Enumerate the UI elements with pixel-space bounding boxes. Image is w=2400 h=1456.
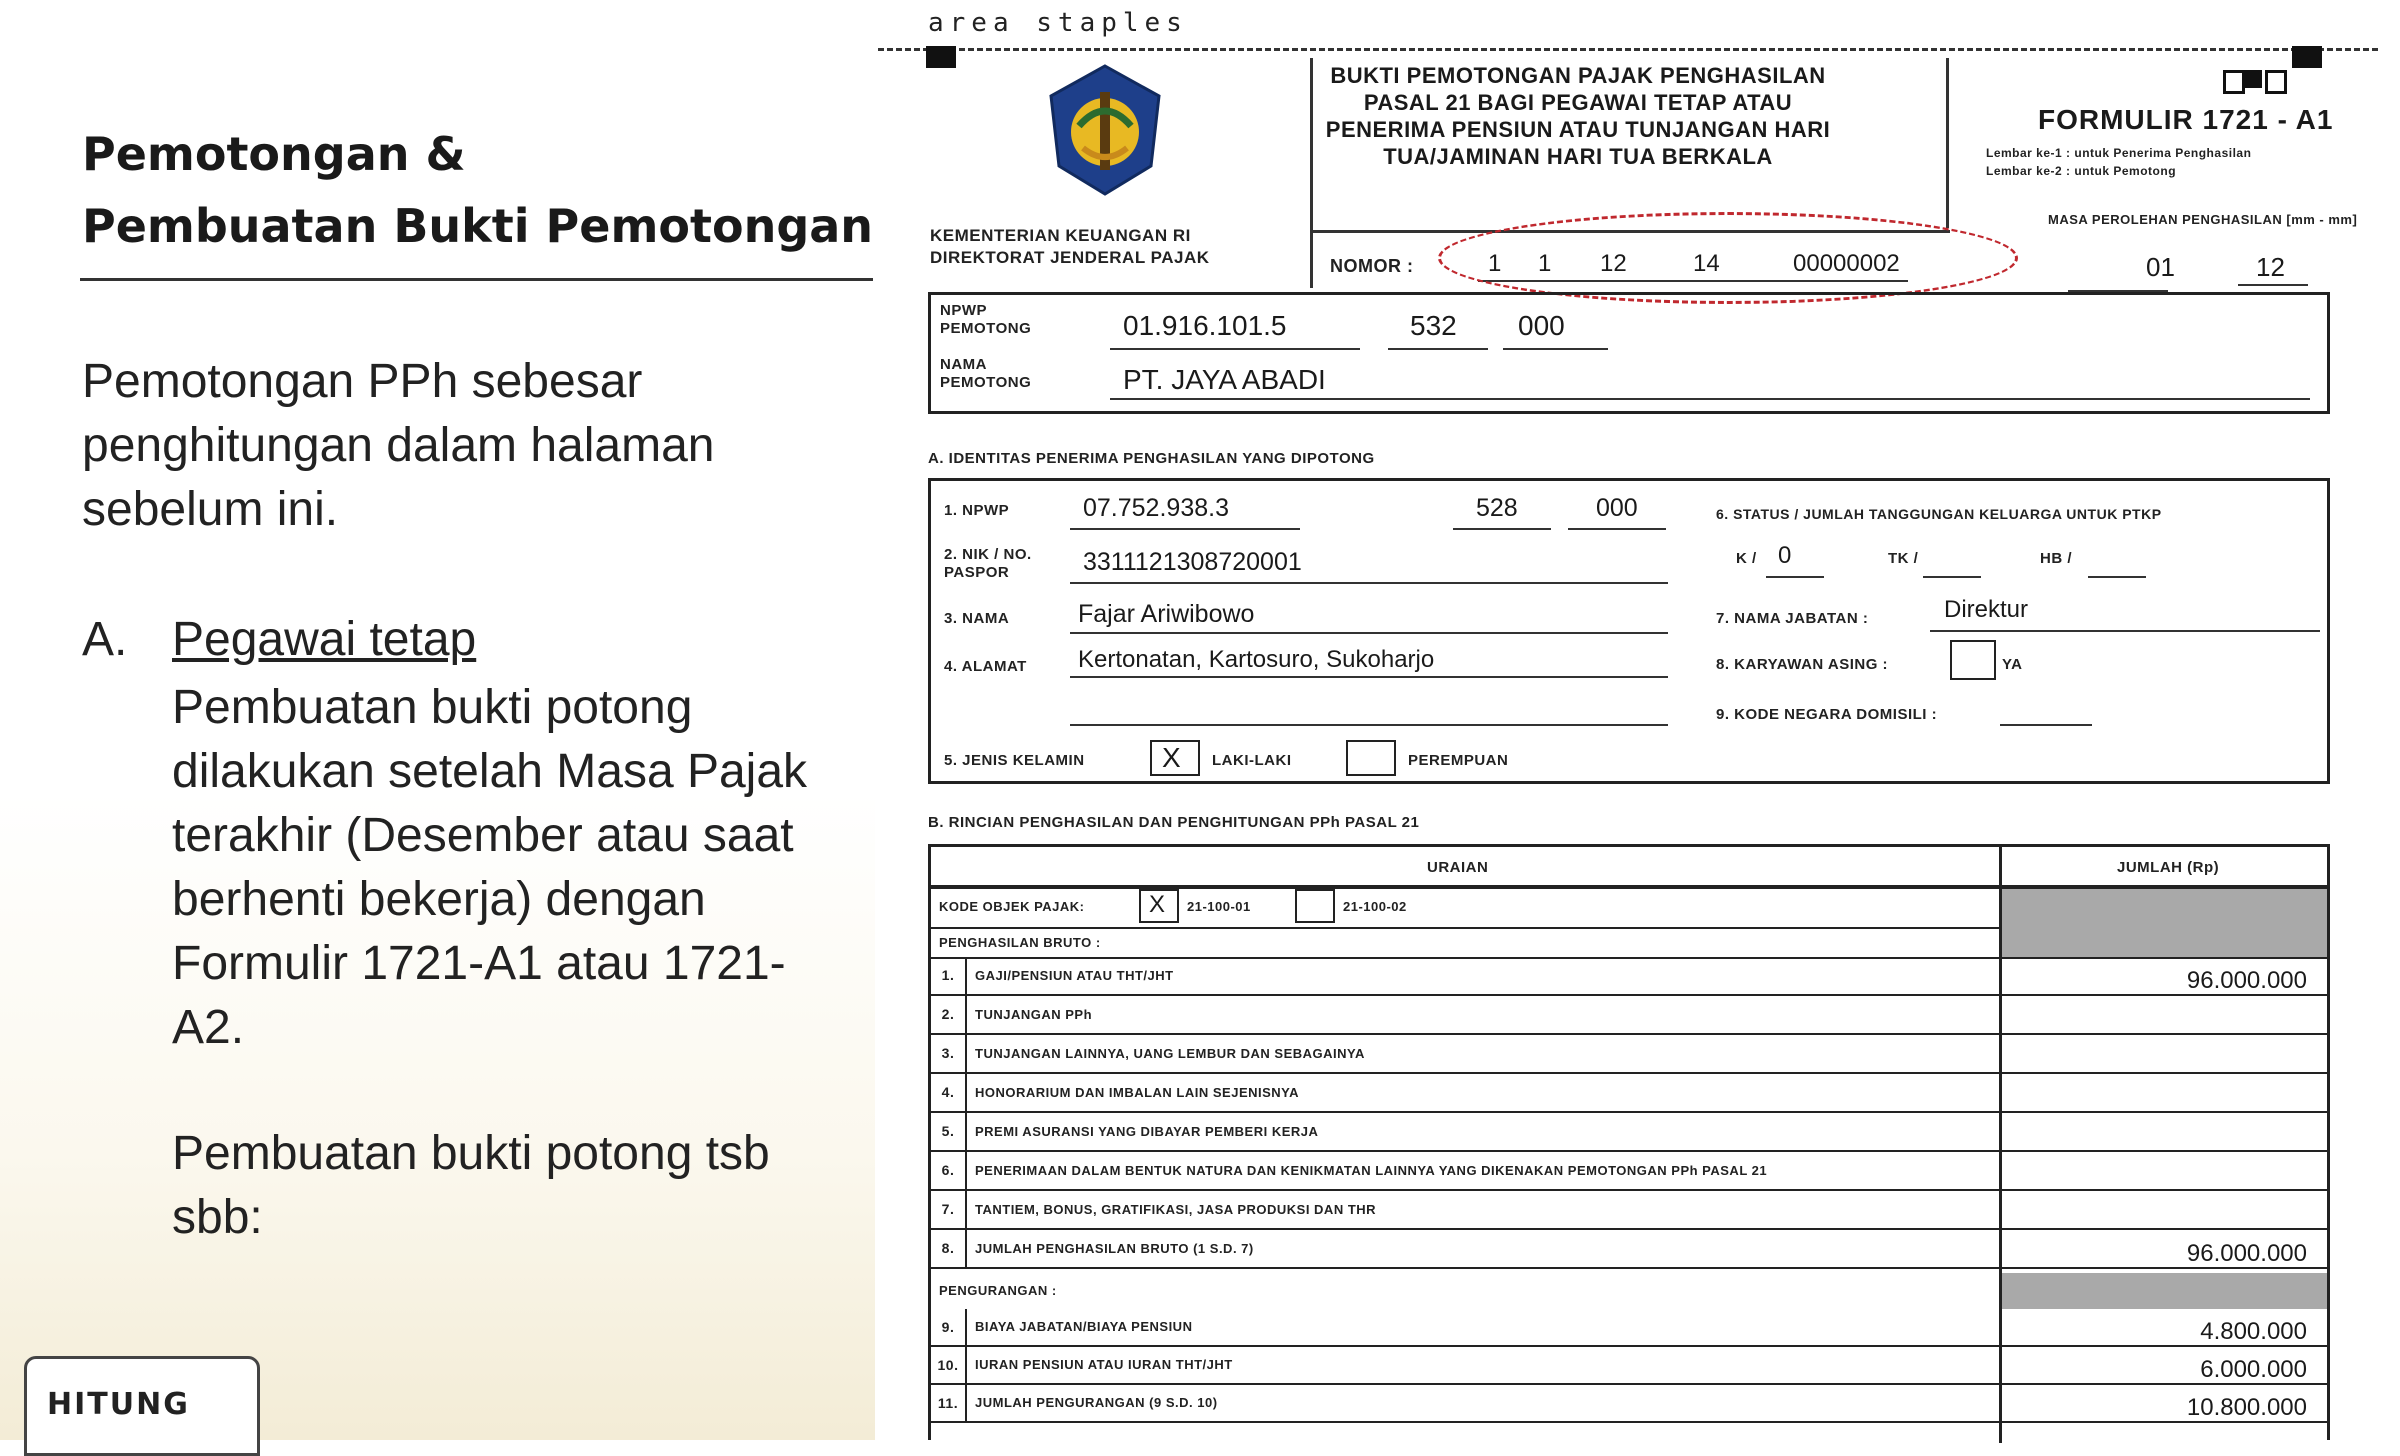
- row-description: TANTIEM, BONUS, GRATIFIKASI, JASA PRODUKSI DAN THR: [975, 1202, 1377, 1217]
- section-a-letter: A.: [82, 613, 128, 666]
- nama-pemotong-label: NAMA PEMOTONG: [940, 356, 1032, 391]
- nomor-part-2: 1: [1538, 250, 1552, 277]
- bruto-header: PENGHASILAN BRUTO :: [939, 935, 1101, 950]
- recipient-nama: Fajar Ariwibowo: [1078, 600, 1255, 628]
- table-row: [931, 957, 2327, 996]
- row-description: JUMLAH PENGURANGAN (9 S.D. 10): [975, 1395, 1218, 1410]
- table-row: [931, 1074, 2327, 1113]
- masa-from: 01: [2146, 252, 2175, 282]
- row-rule: [931, 927, 1999, 929]
- recipient-npwp-underline-3: [1568, 528, 1666, 530]
- section-a-body: Pembuatan bukti potong dilakukan setelah Masa Pajak terakhir (Desember atau saat berhenti bekerja) dengan Formulir 1721-A1 atau 1721-A2.: [172, 681, 808, 1054]
- row-description: HONORARIUM DAN IMBALAN LAIN SEJENISNYA: [975, 1085, 1300, 1100]
- barcode-box: [2265, 70, 2287, 94]
- row-description: PENERIMAAN DALAM BENTUK NATURA DAN KENIKMATAN LAINNYA YANG DIKENAKAN PEMOTONGAN PPh PASAL 21: [975, 1163, 1768, 1178]
- row-description: BIAYA JABATAN/BIAYA PENSIUN: [975, 1319, 1193, 1334]
- slide-title-line-2: Pembuatan Bukti Pemotongan: [82, 199, 874, 253]
- col-jumlah-header: JUMLAH (Rp): [2117, 859, 2220, 876]
- jenis-kelamin-label: 5. JENIS KELAMIN: [944, 752, 1085, 769]
- status-hb-underline: [2088, 576, 2146, 578]
- directorate-name: DIREKTORAT JENDERAL PAJAK: [930, 248, 1210, 267]
- ministry-name: KEMENTERIAN KEUANGAN RI: [930, 226, 1191, 245]
- status-tk-underline: [1923, 576, 1981, 578]
- row-description: TUNJANGAN LAINNYA, UANG LEMBUR DAN SEBAGAINYA: [975, 1046, 1365, 1061]
- nama-pemotong: PT. JAYA ABADI: [1123, 364, 1326, 395]
- masa-to: 12: [2256, 252, 2285, 282]
- npwp-pemotong-2: 532: [1410, 310, 1457, 341]
- section-a-heading: Pegawai tetap: [172, 613, 477, 666]
- row-amount: 10.800.000: [2186, 1394, 2307, 1421]
- slide-title-line-1: Pemotongan &: [82, 127, 466, 181]
- status-tk-label: TK /: [1888, 550, 1919, 567]
- section-a-note: Pembuatan bukti potong tsb sbb:: [172, 1127, 770, 1244]
- npwp-pemotong-label: NPWP PEMOTONG: [940, 302, 1032, 337]
- formulir-code: FORMULIR 1721 - A1: [2038, 104, 2334, 135]
- row-number: 11.: [931, 1385, 967, 1421]
- slide-title: [82, 118, 874, 262]
- nomor-part-5: 00000002: [1793, 250, 1900, 277]
- status-ptkp-label: 6. STATUS / JUMLAH TANGGUNGAN KELUARGA UNTUK PTKP: [1716, 506, 2162, 522]
- recipient-npwp-2: 528: [1476, 494, 1518, 522]
- row-number: 4.: [931, 1074, 967, 1111]
- corner-mark: [2292, 46, 2322, 68]
- row-amount: 96.000.000: [2186, 1240, 2307, 1267]
- section-b-header: B. RINCIAN PENGHASILAN DAN PENGHITUNGAN PPh PASAL 21: [928, 814, 1420, 831]
- status-hb-label: HB /: [2040, 550, 2072, 567]
- barcode-box: [2242, 70, 2262, 88]
- nomor-part-3: 12: [1600, 250, 1627, 277]
- masa-label: MASA PEROLEHAN PENGHASILAN [mm - mm]: [2048, 212, 2358, 227]
- jk-female-checkbox[interactable]: [1346, 740, 1396, 776]
- status-k-underline: [1766, 576, 1824, 578]
- section-a-header: A. IDENTITAS PENERIMA PENGHASILAN YANG DIPOTONG: [928, 450, 1375, 467]
- kode-negara-underline: [2000, 724, 2092, 726]
- kode-negara-label: 9. KODE NEGARA DOMISILI :: [1716, 706, 1938, 723]
- row-number: 1.: [931, 957, 967, 994]
- row-amount: 4.800.000: [2200, 1318, 2307, 1345]
- nomor-part-1: 1: [1488, 250, 1502, 277]
- karyawan-asing-checkbox[interactable]: [1950, 640, 1996, 680]
- corner-mark: [926, 46, 956, 68]
- jk-female-label: PEREMPUAN: [1408, 752, 1509, 769]
- row-number: 6.: [931, 1152, 967, 1189]
- table-row: [931, 1309, 2327, 1347]
- shaded-cell: [2002, 889, 2327, 957]
- row-number: 9.: [931, 1309, 967, 1345]
- table-row: [931, 1191, 2327, 1230]
- income-table: [928, 844, 2330, 1440]
- recipient-alamat-label: 4. ALAMAT: [944, 658, 1027, 675]
- formulir-sheet-2: Lembar ke-2 : untuk Pemotong: [1986, 164, 2177, 178]
- form-1721-a1: [878, 0, 2400, 1440]
- table-row: [931, 1152, 2327, 1191]
- row-number: 3.: [931, 1035, 967, 1072]
- recipient-nama-label: 3. NAMA: [944, 610, 1010, 627]
- nama-pemotong-underline: [1110, 398, 2310, 400]
- form-title: BUKTI PEMOTONGAN PAJAK PENGHASILAN PASAL 21 BAGI PEGAWAI TETAP ATAU PENERIMA PENSIUN ATAU TUNJANGAN HARI TUA/JAMINAN HARI TUA BERKALA: [1325, 63, 1831, 169]
- table-row: [931, 1385, 2327, 1423]
- npwp-pemotong-underline-2: [1388, 348, 1488, 350]
- status-k-label: K /: [1736, 550, 1757, 567]
- recipient-alamat-underline-2: [1070, 724, 1668, 726]
- karyawan-asing-yes: YA: [2002, 656, 2023, 673]
- recipient-npwp-label: 1. NPWP: [944, 502, 1010, 519]
- jabatan-underline: [1930, 630, 2320, 632]
- recipient-npwp-underline-2: [1453, 528, 1551, 530]
- staples-area-label: area staples: [928, 8, 1188, 38]
- jabatan-label: 7. NAMA JABATAN :: [1716, 610, 1869, 627]
- hitung-button[interactable]: HITUNG: [24, 1356, 260, 1456]
- kode-objek-label: KODE OBJEK PAJAK:: [939, 899, 1085, 914]
- kode-2-checkbox[interactable]: [1295, 889, 1335, 923]
- kode-2-label: 21-100-02: [1343, 899, 1407, 914]
- recipient-alamat: Kertonatan, Kartosuro, Sukoharjo: [1078, 646, 1435, 673]
- row-number: 7.: [931, 1191, 967, 1228]
- npwp-pemotong-underline-3: [1503, 348, 1608, 350]
- recipient-nik-underline: [1070, 582, 1668, 584]
- recipient-nik: 3311121308720001: [1083, 548, 1302, 576]
- npwp-pemotong-3: 000: [1518, 310, 1565, 341]
- row-description: PREMI ASURANSI YANG DIBAYAR PEMBERI KERJA: [975, 1124, 1319, 1139]
- jk-male-label: LAKI-LAKI: [1212, 752, 1292, 769]
- title-divider: [80, 278, 873, 281]
- row-amount: 6.000.000: [2200, 1356, 2307, 1383]
- row-description: IURAN PENSIUN ATAU IURAN THT/JHT: [975, 1357, 1233, 1372]
- formulir-sheet-1: Lembar ke-1 : untuk Penerima Penghasilan: [1986, 146, 2252, 160]
- pengurangan-header: PENGURANGAN :: [939, 1283, 1057, 1298]
- table-row: [931, 996, 2327, 1035]
- recipient-nama-underline: [1070, 632, 1668, 634]
- jabatan-value: Direktur: [1944, 596, 2029, 623]
- masa-to-underline: [2238, 284, 2308, 286]
- row-description: JUMLAH PENGHASILAN BRUTO (1 S.D. 7): [975, 1241, 1254, 1256]
- recipient-nik-label: 2. NIK / NO. PASPOR: [944, 546, 1032, 581]
- intro-paragraph: Pemotongan PPh sebesar penghitungan dalam halaman sebelum ini.: [82, 355, 715, 536]
- nomor-highlight-oval: [1438, 212, 2018, 304]
- jk-male-mark: X: [1162, 742, 1181, 773]
- cut-line: [878, 48, 2378, 51]
- row-description: GAJI/PENSIUN ATAU THT/JHT: [975, 968, 1174, 983]
- recipient-npwp-3: 000: [1596, 494, 1638, 522]
- nomor-part-4: 14: [1693, 250, 1720, 277]
- npwp-pemotong-underline-1: [1110, 348, 1360, 350]
- title-divider-right: [1946, 58, 1949, 228]
- ministry-emblem-icon: [1043, 62, 1167, 198]
- karyawan-asing-label: 8. KARYAWAN ASING :: [1716, 656, 1889, 673]
- table-row: [931, 1347, 2327, 1385]
- row-number: 10.: [931, 1347, 967, 1383]
- table-row: [931, 1113, 2327, 1152]
- row-amount: 96.000.000: [2186, 967, 2307, 994]
- kode-1-label: 21-100-01: [1187, 899, 1251, 914]
- nomor-label: NOMOR :: [1330, 256, 1414, 276]
- row-description: TUNJANGAN PPh: [975, 1007, 1093, 1022]
- table-row: [931, 1230, 2327, 1269]
- kode-1-mark: X: [1149, 891, 1166, 918]
- row-number: 8.: [931, 1230, 967, 1267]
- npwp-pemotong-1: 01.916.101.5: [1123, 310, 1287, 341]
- recipient-npwp-underline-1: [1070, 528, 1300, 530]
- shaded-cell: [2002, 1273, 2327, 1309]
- table-row: [931, 1035, 2327, 1074]
- col-uraian-header: URAIAN: [1427, 859, 1489, 876]
- row-number: 2.: [931, 996, 967, 1033]
- row-number: 5.: [931, 1113, 967, 1150]
- recipient-npwp-1: 07.752.938.3: [1083, 494, 1229, 522]
- status-k-value: 0: [1778, 542, 1792, 569]
- slide-text-panel: [0, 0, 875, 1440]
- recipient-alamat-underline: [1070, 676, 1668, 678]
